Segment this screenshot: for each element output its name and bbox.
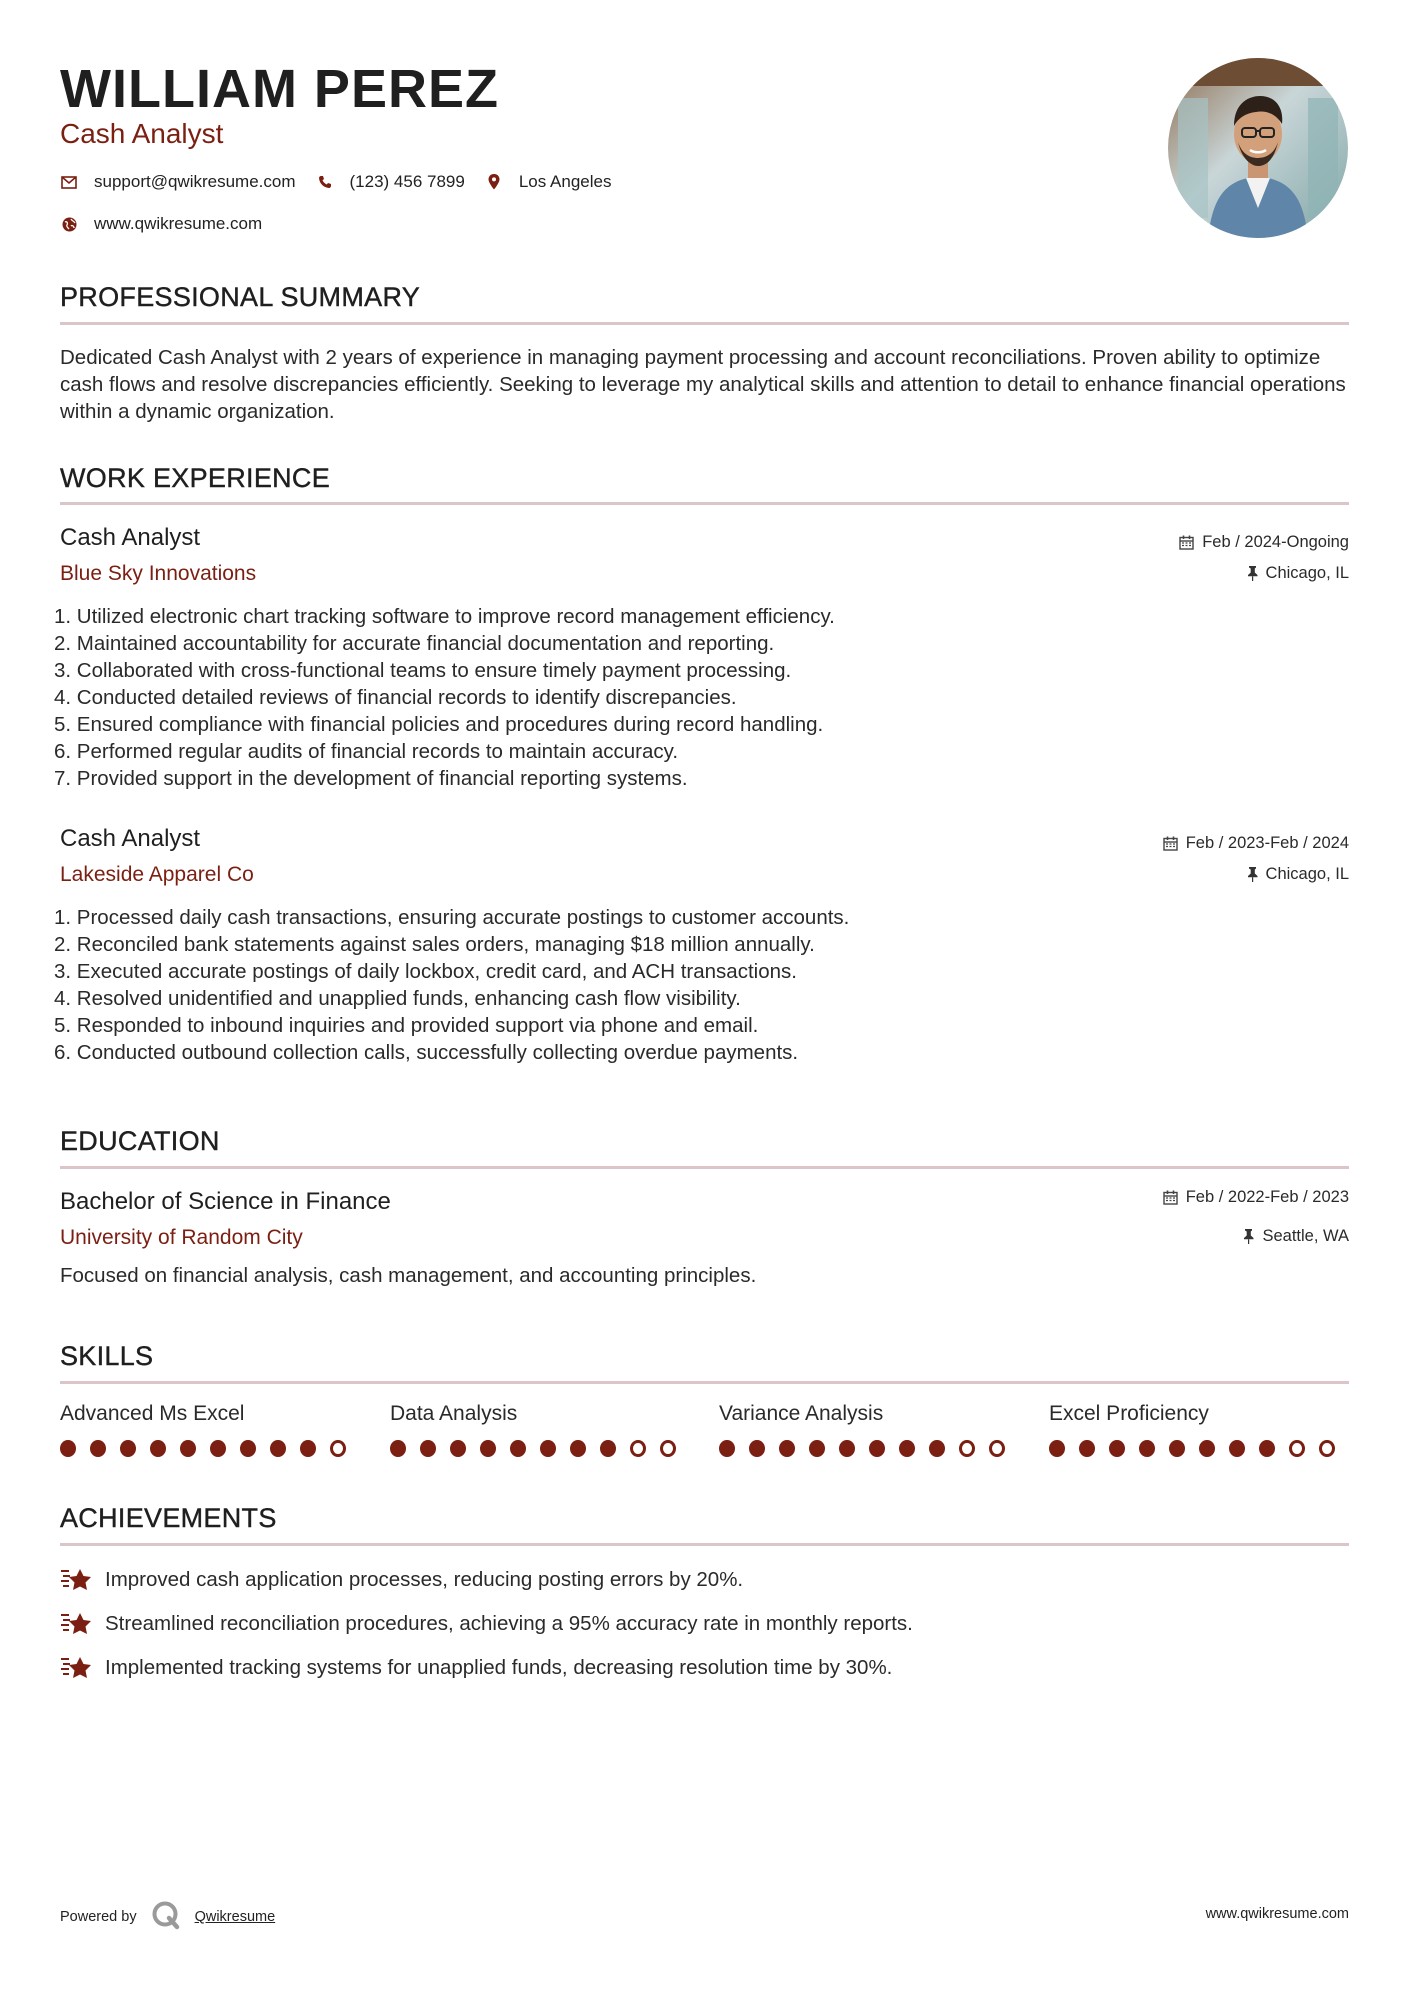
candidate-role: Cash Analyst <box>60 118 224 149</box>
rating-dot-filled <box>390 1440 406 1457</box>
rating-dot-filled <box>1109 1440 1125 1457</box>
email-text: support@qwikresume.com <box>94 172 296 191</box>
phone-icon <box>316 173 334 191</box>
rating-dot-filled <box>540 1440 556 1457</box>
achievement-item <box>60 1654 892 1682</box>
rating-dot-empty <box>660 1440 676 1457</box>
job-location <box>1247 865 1349 884</box>
rating-dot-filled <box>1229 1440 1245 1457</box>
list-item: 3. Collaborated with cross-functional teams to ensure timely payment processing. <box>54 659 792 682</box>
rating-dot-empty <box>1289 1440 1305 1457</box>
website-text: www.qwikresume.com <box>94 214 263 233</box>
skill-name: Data Analysis <box>390 1402 518 1425</box>
rating-dot-filled <box>60 1440 76 1457</box>
rating-dot-filled <box>809 1440 825 1457</box>
list-item: 2. Maintained accountability for accurate financial documentation and reporting. <box>54 632 775 655</box>
location-text: Seattle, WA <box>1262 1227 1349 1245</box>
contact-row <box>60 172 631 192</box>
skill-rating <box>390 1440 690 1457</box>
calendar-icon <box>1163 1190 1178 1205</box>
list-item: 3. Executed accurate postings of daily lockbox, credit card, and ACH transactions. <box>54 960 797 983</box>
rating-dot-filled <box>899 1440 915 1457</box>
rating-dot-filled <box>779 1440 795 1457</box>
education-heading: EDUCATION <box>60 1126 220 1156</box>
degree-title: Bachelor of Science in Finance <box>60 1188 391 1215</box>
rating-dot-empty <box>989 1440 1005 1457</box>
star-icon <box>60 1610 94 1638</box>
dates-text: Feb / 2024-Ongoing <box>1202 533 1349 551</box>
rating-dot-filled <box>749 1440 765 1457</box>
skill-name: Variance Analysis <box>719 1402 884 1425</box>
section-divider <box>60 1166 1349 1169</box>
list-item: 7. Provided support in the development of financial reporting systems. <box>54 767 688 790</box>
school-name: University of Random City <box>60 1226 303 1249</box>
job-bullets <box>54 603 1344 792</box>
rating-dot-filled <box>1139 1440 1155 1457</box>
footer-powered <box>60 1900 275 1934</box>
skill-rating <box>719 1440 1019 1457</box>
job-location <box>1247 564 1349 583</box>
achievements-heading: ACHIEVEMENTS <box>60 1503 277 1533</box>
rating-dot-filled <box>270 1440 286 1457</box>
skill-item <box>1049 1402 1349 1457</box>
education-description: Focused on financial analysis, cash management, and accounting principles. <box>60 1264 757 1287</box>
powered-by-label: Powered by <box>60 1909 137 1925</box>
rating-dot-filled <box>120 1440 136 1457</box>
experience-heading: WORK EXPERIENCE <box>60 463 331 493</box>
profile-photo <box>1168 58 1348 238</box>
section-divider <box>60 502 1349 505</box>
contact-website[interactable] <box>60 214 262 234</box>
rating-dot-filled <box>1079 1440 1095 1457</box>
rating-dot-filled <box>210 1440 226 1457</box>
rating-dot-filled <box>1169 1440 1185 1457</box>
qwikresume-logo-icon <box>151 1900 181 1934</box>
dates-text: Feb / 2023-Feb / 2024 <box>1185 834 1349 852</box>
achievement-item <box>60 1566 743 1594</box>
footer-url[interactable]: www.qwikresume.com <box>1205 1906 1349 1922</box>
phone-text: (123) 456 7899 <box>349 172 465 191</box>
job-dates <box>1163 834 1349 853</box>
achievement-item <box>60 1610 913 1638</box>
skill-item <box>719 1402 1019 1457</box>
star-icon <box>60 1566 94 1594</box>
rating-dot-filled <box>1259 1440 1275 1457</box>
rating-dot-empty <box>1319 1440 1335 1457</box>
rating-dot-filled <box>929 1440 945 1457</box>
company-name: Blue Sky Innovations <box>60 562 257 585</box>
dates-text: Feb / 2022-Feb / 2023 <box>1185 1188 1349 1206</box>
rating-dot-filled <box>839 1440 855 1457</box>
list-item: 1. Utilized electronic chart tracking software to improve record management efficiency. <box>54 605 835 628</box>
skill-name: Advanced Ms Excel <box>60 1402 245 1425</box>
rating-dot-filled <box>869 1440 885 1457</box>
location-text: Los Angeles <box>518 172 612 191</box>
list-item: 1. Processed daily cash transactions, ensuring accurate postings to customer accounts. <box>54 906 850 929</box>
rating-dot-filled <box>510 1440 526 1457</box>
rating-dot-empty <box>330 1440 346 1457</box>
achievement-text: Streamlined reconciliation procedures, achieving a 95% accuracy rate in monthly reports. <box>105 1612 913 1635</box>
job-bullets <box>54 904 1344 1066</box>
rating-dot-empty <box>630 1440 646 1457</box>
rating-dot-filled <box>150 1440 166 1457</box>
list-item: 2. Reconciled bank statements against sales orders, managing $18 million annually. <box>54 933 815 956</box>
skill-rating <box>1049 1440 1349 1457</box>
list-item: 5. Responded to inbound inquiries and provided support via phone and email. <box>54 1014 759 1037</box>
education-dates <box>1163 1188 1349 1207</box>
brand-link[interactable]: Qwikresume <box>194 1909 276 1925</box>
pushpin-icon <box>1247 566 1258 581</box>
rating-dot-filled <box>300 1440 316 1457</box>
pushpin-icon <box>1247 867 1258 882</box>
rating-dot-filled <box>240 1440 256 1457</box>
list-item: 5. Ensured compliance with financial policies and procedures during record handling. <box>54 713 824 736</box>
section-divider <box>60 1381 1349 1384</box>
list-item: 4. Resolved unidentified and unapplied funds, enhancing cash flow visibility. <box>54 987 741 1010</box>
location-text: Chicago, IL <box>1265 865 1349 883</box>
rating-dot-filled <box>450 1440 466 1457</box>
skill-rating <box>60 1440 360 1457</box>
rating-dot-filled <box>1199 1440 1215 1457</box>
rating-dot-filled <box>420 1440 436 1457</box>
rating-dot-filled <box>180 1440 196 1457</box>
rating-dot-filled <box>719 1440 735 1457</box>
job-title: Cash Analyst <box>60 825 201 852</box>
skill-item <box>390 1402 690 1457</box>
candidate-name: WILLIAM PEREZ <box>60 59 499 119</box>
calendar-icon <box>1163 836 1178 851</box>
star-icon <box>60 1654 94 1682</box>
job-title: Cash Analyst <box>60 524 201 551</box>
section-divider <box>60 322 1349 325</box>
location-text: Chicago, IL <box>1265 564 1349 582</box>
education-location <box>1243 1227 1349 1246</box>
summary-text: Dedicated Cash Analyst with 2 years of experience in managing payment processing and account reconciliations. Proven ability to optimize cash flows and resolve discrepancies efficiently. Seeking to leverage my analytical skills and attention to detail to enhance financial operations within a dynamic organization. <box>60 346 1346 423</box>
contact-phone[interactable] <box>316 172 465 192</box>
rating-dot-empty <box>959 1440 975 1457</box>
calendar-icon <box>1179 535 1194 550</box>
section-divider <box>60 1543 1349 1546</box>
skills-heading: SKILLS <box>60 1341 154 1371</box>
company-name: Lakeside Apparel Co <box>60 863 254 886</box>
rating-dot-filled <box>480 1440 496 1457</box>
contact-row-2 <box>60 214 282 234</box>
pushpin-icon <box>1243 1229 1254 1244</box>
achievement-text: Implemented tracking systems for unapplied funds, decreasing resolution time by 30%. <box>105 1656 893 1679</box>
contact-location <box>485 172 612 192</box>
list-item: 6. Conducted outbound collection calls, successfully collecting overdue payments. <box>54 1041 799 1064</box>
rating-dot-filled <box>90 1440 106 1457</box>
list-item: 4. Conducted detailed reviews of financial records to identify discrepancies. <box>54 686 737 709</box>
contact-email[interactable] <box>60 172 296 192</box>
envelope-icon <box>60 173 78 191</box>
achievement-text: Improved cash application processes, reducing posting errors by 20%. <box>105 1568 744 1591</box>
skill-item <box>60 1402 360 1457</box>
skill-name: Excel Proficiency <box>1049 1402 1209 1425</box>
globe-icon <box>60 215 78 233</box>
summary-heading: PROFESSIONAL SUMMARY <box>60 282 421 312</box>
list-item: 6. Performed regular audits of financial records to maintain accuracy. <box>54 740 679 763</box>
rating-dot-filled <box>570 1440 586 1457</box>
map-pin-icon <box>485 173 503 191</box>
rating-dot-filled <box>1049 1440 1065 1457</box>
rating-dot-filled <box>600 1440 616 1457</box>
job-dates <box>1179 533 1349 552</box>
